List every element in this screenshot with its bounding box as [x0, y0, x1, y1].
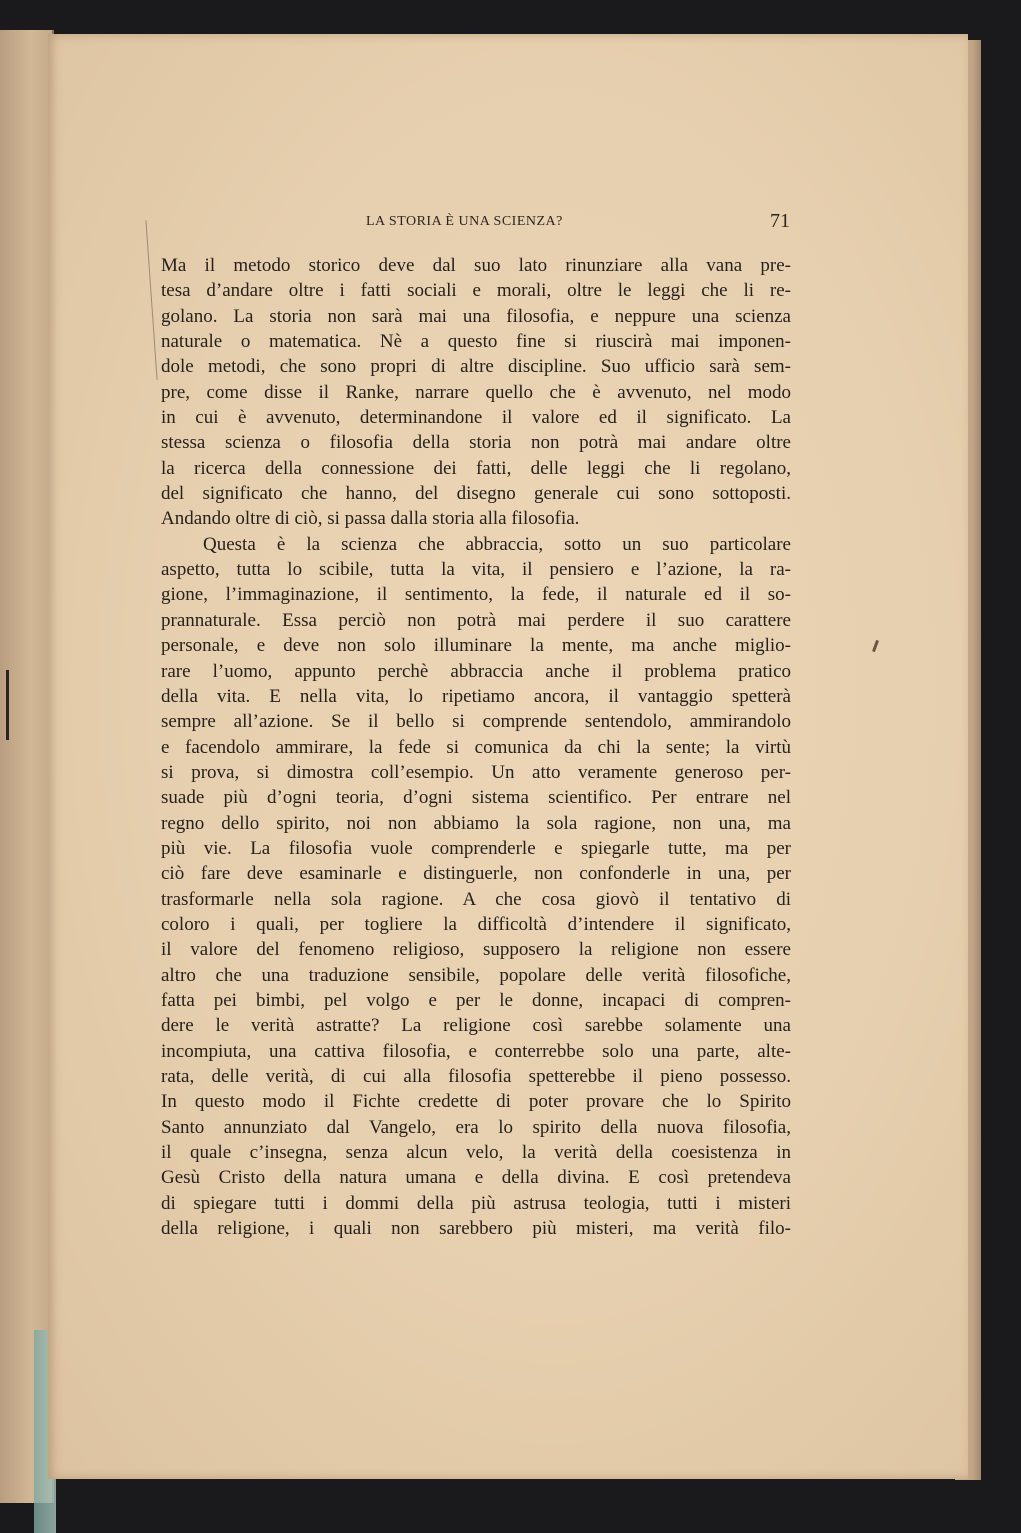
- running-title: LA STORIA È UNA SCIENZA?: [366, 214, 563, 229]
- text-line: Ma il metodo storico deve dal suo lato rinunziare alla vana pre-: [161, 255, 791, 276]
- text-line: gione, l’immaginazione, il sentimento, la fede, il naturale ed il so-: [161, 584, 791, 606]
- text-line: suade più d’ogni teoria, d’ogni sistema scientifico. Per entrare nel: [161, 787, 791, 809]
- book-page: [48, 34, 968, 1479]
- binding-mark: [6, 670, 9, 740]
- text-line: rare l’uomo, appunto perchè abbraccia anche il problema pratico: [161, 660, 791, 682]
- text-line: ciò fare deve esaminarle e distinguerle, non confonderle in una, per: [161, 863, 791, 885]
- text-line: tesa d’andare oltre i fatti sociali e morali, oltre le leggi che li re-: [161, 280, 791, 302]
- text-line: più vie. La filosofia vuole comprenderle e spiegarle tutte, ma per: [161, 837, 791, 859]
- text-line: regno dello spirito, noi non abbiamo la sola ragione, non una, ma: [161, 812, 791, 834]
- body-text: [161, 253, 791, 1241]
- text-line: e facendolo ammirare, la fede si comunica da chi la sente; la virtù: [161, 736, 791, 758]
- text-line: In questo modo il Fichte credette di poter provare che lo Spirito: [161, 1091, 791, 1113]
- text-line: della vita. E nella vita, lo ripetiamo ancora, il vantaggio spetterà: [161, 685, 791, 707]
- text-line: aspetto, tutta lo scibile, tutta la vita, il pensiero e l’azione, la ra-: [161, 559, 791, 581]
- text-line: Andando oltre di ciò, si passa dalla storia alla filosofia.: [161, 508, 580, 530]
- page-number: 71: [770, 210, 790, 232]
- text-line: altro che una traduzione sensibile, popolare delle verità filosofiche,: [161, 964, 791, 986]
- text-line: golano. La storia non sarà mai una filosofia, e neppure una scienza: [161, 305, 791, 327]
- text-line: coloro i quali, per togliere la difficoltà d’intendere il significato,: [161, 913, 791, 935]
- text-line: naturale o matematica. Nè a questo fine si riuscirà mai imponen-: [161, 331, 791, 353]
- text-line: incompiuta, una cattiva filosofia, e conterrebbe solo una parte, alte-: [161, 1040, 791, 1062]
- text-line: dere le verità astratte? La religione così sarebbe solamente una: [161, 1015, 791, 1037]
- text-line: Santo annunziato dal Vangelo, era lo spirito della nuova filosofia,: [161, 1116, 791, 1138]
- text-line: di spiegare tutti i dommi della più astrusa teologia, tutti i misteri: [161, 1192, 791, 1214]
- text-line: il quale c’insegna, senza alcun velo, la verità della coesistenza in: [161, 1142, 791, 1164]
- text-line: stessa scienza o filosofia della storia non potrà mai andare oltre: [161, 432, 791, 454]
- text-line: Gesù Cristo della natura umana e della divina. E così pretendeva: [161, 1167, 791, 1189]
- text-line: il valore del fenomeno religioso, supposero la religione non essere: [161, 939, 791, 961]
- text-line: rata, delle verità, di cui alla filosofia spetterebbe il pieno possesso.: [161, 1066, 791, 1087]
- text-line: del significato che hanno, del disegno generale cui sono sottoposti.: [161, 483, 791, 505]
- text-line: dole metodi, che sono propri di altre discipline. Suo ufficio sarà sem-: [161, 356, 791, 378]
- paragraph-1: [161, 253, 791, 532]
- running-head: [48, 210, 968, 238]
- text-line: della religione, i quali non sarebbero più misteri, ma verità filo-: [161, 1218, 791, 1240]
- text-line: trasformarle nella sola ragione. A che cosa giovò il tentativo di: [161, 888, 791, 910]
- text-line: prannaturale. Essa perciò non potrà mai perdere il suo carattere: [161, 609, 791, 631]
- ink-spot: [872, 640, 879, 652]
- paragraph-2: [161, 532, 791, 1242]
- text-line: sempre all’azione. Se il bello si comprende sentendolo, ammirandolo: [161, 711, 791, 733]
- pencil-margin-mark: [145, 220, 159, 380]
- text-line: pre, come disse il Ranke, narrare quello che è avvenuto, nel modo: [161, 381, 791, 403]
- text-line: la ricerca della connessione dei fatti, delle leggi che li regolano,: [161, 457, 791, 479]
- text-line: personale, e deve non solo illuminare la mente, ma anche miglio-: [161, 635, 791, 657]
- facing-page-edge: [0, 30, 54, 1503]
- text-line: si prova, si dimostra coll’esempio. Un atto veramente generoso per-: [161, 761, 791, 783]
- text-line: in cui è avvenuto, determinandone il valore ed il significato. La: [161, 407, 791, 429]
- text-line: Questa è la scienza che abbraccia, sotto un suo particolare: [203, 533, 791, 555]
- text-line: fatta pei bimbi, pel volgo e per le donne, incapaci di compren-: [161, 989, 791, 1011]
